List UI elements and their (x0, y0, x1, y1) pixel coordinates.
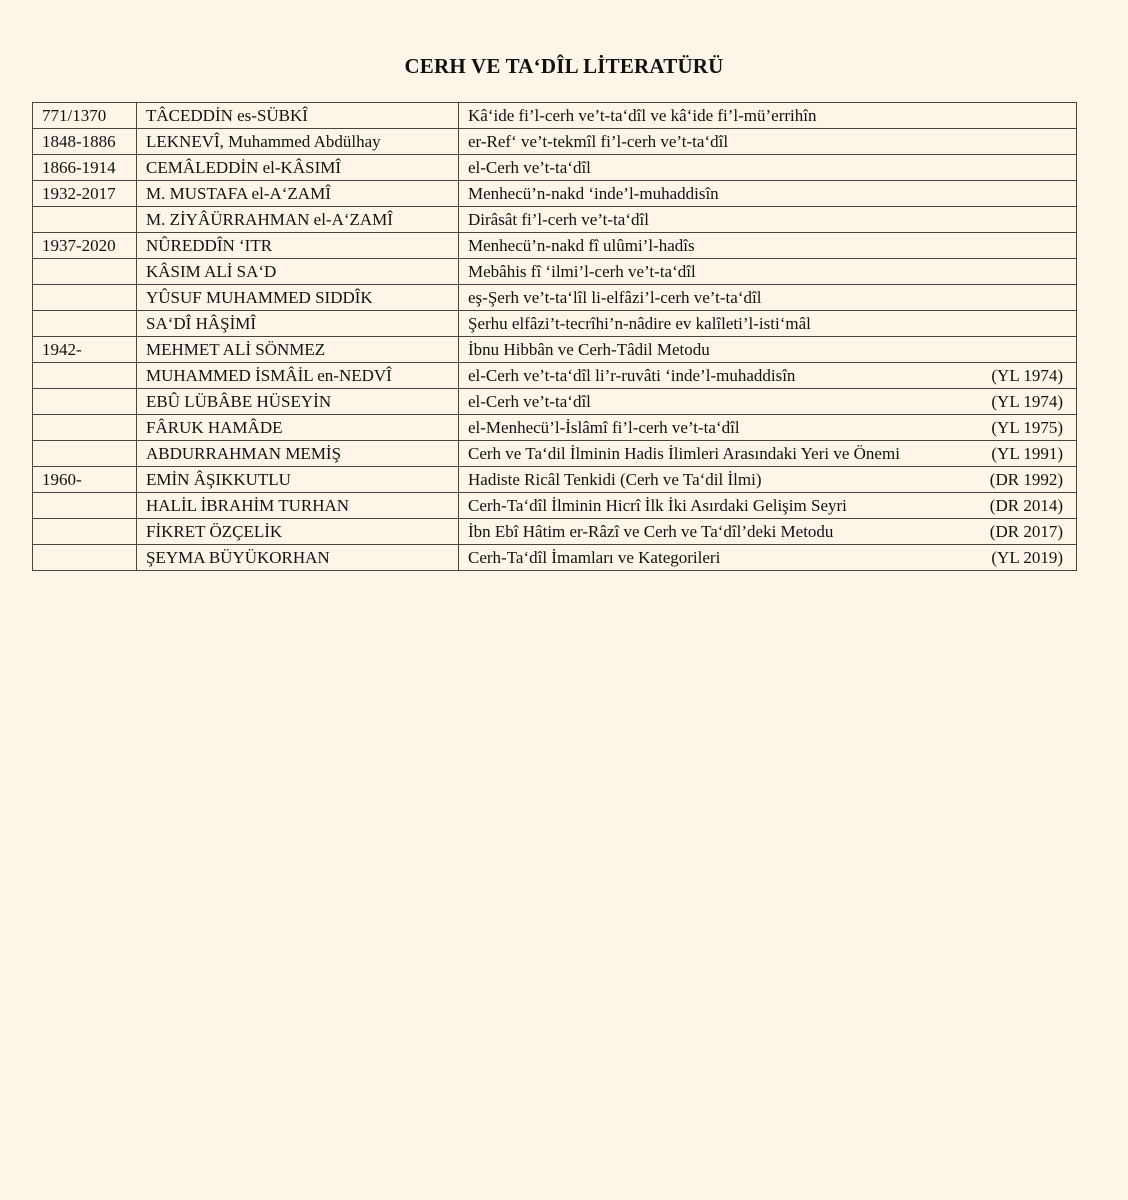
date-cell (33, 493, 137, 519)
author-cell: M. ZİYÂÜRRAHMAN el-A‘ZAMÎ (137, 207, 459, 233)
work-title: İbnu Hibbân ve Cerh-Tâdil Metodu (468, 340, 710, 359)
work-title: Cerh-Ta‘dîl İlminin Hicrî İlk İki Asırdaki Gelişim Seyri (468, 496, 847, 515)
table-row (33, 337, 1077, 363)
table-row (33, 467, 1077, 493)
author-cell: MUHAMMED İSMÂİL en-NEDVÎ (137, 363, 459, 389)
work-title: el-Cerh ve’t-ta‘dîl (468, 392, 591, 411)
work-cell (459, 415, 1077, 441)
work-cell (459, 155, 1077, 181)
literature-table (32, 102, 1077, 571)
work-cell (459, 181, 1077, 207)
work-title: Şerhu elfâzi’t-tecrîhi’n-nâdire ev kalîleti’l-isti‘mâl (468, 314, 811, 333)
author-cell: ABDURRAHMAN MEMİŞ (137, 441, 459, 467)
author-cell: FİKRET ÖZÇELİK (137, 519, 459, 545)
work-title: Kâ‘ide fi’l-cerh ve’t-ta‘dîl ve kâ‘ide fi’l-mü’errihîn (468, 106, 817, 125)
date-cell (33, 545, 137, 571)
author-cell: NÛREDDÎN ‘ITR (137, 233, 459, 259)
date-cell: 1960- (33, 467, 137, 493)
table-row (33, 311, 1077, 337)
work-cell (459, 311, 1077, 337)
thesis-label: (YL 1974) (991, 392, 1063, 411)
work-title: eş-Şerh ve’t-ta‘lîl li-elfâzi’l-cerh ve’t-ta‘dîl (468, 288, 762, 307)
author-cell: ŞEYMA BÜYÜKORHAN (137, 545, 459, 571)
table-row (33, 363, 1077, 389)
author-cell: KÂSIM ALİ SA‘D (137, 259, 459, 285)
work-cell (459, 545, 1077, 571)
thesis-label: (DR 1992) (989, 470, 1063, 489)
work-title: er-Ref‘ ve’t-tekmîl fi’l-cerh ve’t-ta‘dîl (468, 132, 729, 151)
thesis-label: (YL 1991) (991, 444, 1063, 463)
table-row (33, 389, 1077, 415)
thesis-label: (YL 2019) (991, 548, 1063, 567)
author-cell: HALİL İBRAHİM TURHAN (137, 493, 459, 519)
author-cell: EMİN ÂŞIKKUTLU (137, 467, 459, 493)
work-title: Dirâsât fi’l-cerh ve’t-ta‘dîl (468, 210, 649, 229)
work-cell (459, 519, 1077, 545)
author-cell: LEKNEVÎ, Muhammed Abdülhay (137, 129, 459, 155)
table-row (33, 129, 1077, 155)
table-row (33, 285, 1077, 311)
table-row (33, 103, 1077, 129)
work-cell (459, 441, 1077, 467)
author-cell: MEHMET ALİ SÖNMEZ (137, 337, 459, 363)
thesis-label: (YL 1974) (991, 366, 1063, 385)
work-cell (459, 259, 1077, 285)
date-cell (33, 363, 137, 389)
work-title: el-Menhecü’l-İslâmî fi’l-cerh ve’t-ta‘dîl (468, 418, 740, 437)
date-cell (33, 259, 137, 285)
date-cell: 1848-1886 (33, 129, 137, 155)
date-cell (33, 519, 137, 545)
literature-table-body (33, 103, 1077, 571)
author-cell: TÂCEDDİN es-SÜBKÎ (137, 103, 459, 129)
date-cell: 1942- (33, 337, 137, 363)
author-cell: EBÛ LÜBÂBE HÜSEYİN (137, 389, 459, 415)
work-title: el-Cerh ve’t-ta‘dîl li’r-ruvâti ‘inde’l-muhaddisîn (468, 366, 796, 385)
date-cell (33, 389, 137, 415)
table-row (33, 493, 1077, 519)
date-cell: 1937-2020 (33, 233, 137, 259)
work-title: el-Cerh ve’t-ta‘dîl (468, 158, 591, 177)
table-row (33, 545, 1077, 571)
work-cell (459, 207, 1077, 233)
work-title: Cerh ve Ta‘dil İlminin Hadis İlimleri Arasındaki Yeri ve Önemi (468, 444, 900, 463)
work-title: İbn Ebî Hâtim er-Râzî ve Cerh ve Ta‘dîl’deki Metodu (468, 522, 834, 541)
work-cell (459, 493, 1077, 519)
date-cell (33, 441, 137, 467)
thesis-label: (YL 1975) (991, 418, 1063, 437)
work-title: Cerh-Ta‘dîl İmamları ve Kategorileri (468, 548, 721, 567)
table-row (33, 441, 1077, 467)
date-cell (33, 207, 137, 233)
thesis-label: (DR 2017) (989, 522, 1063, 541)
table-row (33, 519, 1077, 545)
date-cell: 1866-1914 (33, 155, 137, 181)
work-title: Hadiste Ricâl Tenkidi (Cerh ve Ta‘dil İlmi) (468, 470, 762, 489)
work-cell (459, 467, 1077, 493)
date-cell: 1932-2017 (33, 181, 137, 207)
work-title: Menhecü’n-nakd ‘inde’l-muhaddisîn (468, 184, 719, 203)
date-cell (33, 285, 137, 311)
author-cell: FÂRUK HAMÂDE (137, 415, 459, 441)
author-cell: SA‘DÎ HÂŞİMÎ (137, 311, 459, 337)
work-cell (459, 337, 1077, 363)
date-cell (33, 311, 137, 337)
work-cell (459, 363, 1077, 389)
work-title: Mebâhis fî ‘ilmi’l-cerh ve’t-ta‘dîl (468, 262, 696, 281)
table-row (33, 415, 1077, 441)
date-cell: 771/1370 (33, 103, 137, 129)
page-title: CERH VE TA‘DÎL LİTERATÜRÜ (404, 54, 724, 78)
date-cell (33, 415, 137, 441)
table-row (33, 207, 1077, 233)
work-cell (459, 129, 1077, 155)
table-row (33, 233, 1077, 259)
author-cell: YÛSUF MUHAMMED SIDDÎK (137, 285, 459, 311)
author-cell: CEMÂLEDDİN el-KÂSIMÎ (137, 155, 459, 181)
work-cell (459, 103, 1077, 129)
work-title: Menhecü’n-nakd fî ulûmi’l-hadîs (468, 236, 695, 255)
work-cell (459, 389, 1077, 415)
table-row (33, 155, 1077, 181)
author-cell: M. MUSTAFA el-A‘ZAMÎ (137, 181, 459, 207)
work-cell (459, 233, 1077, 259)
table-row (33, 259, 1077, 285)
thesis-label: (DR 2014) (989, 496, 1063, 515)
table-row (33, 181, 1077, 207)
work-cell (459, 285, 1077, 311)
